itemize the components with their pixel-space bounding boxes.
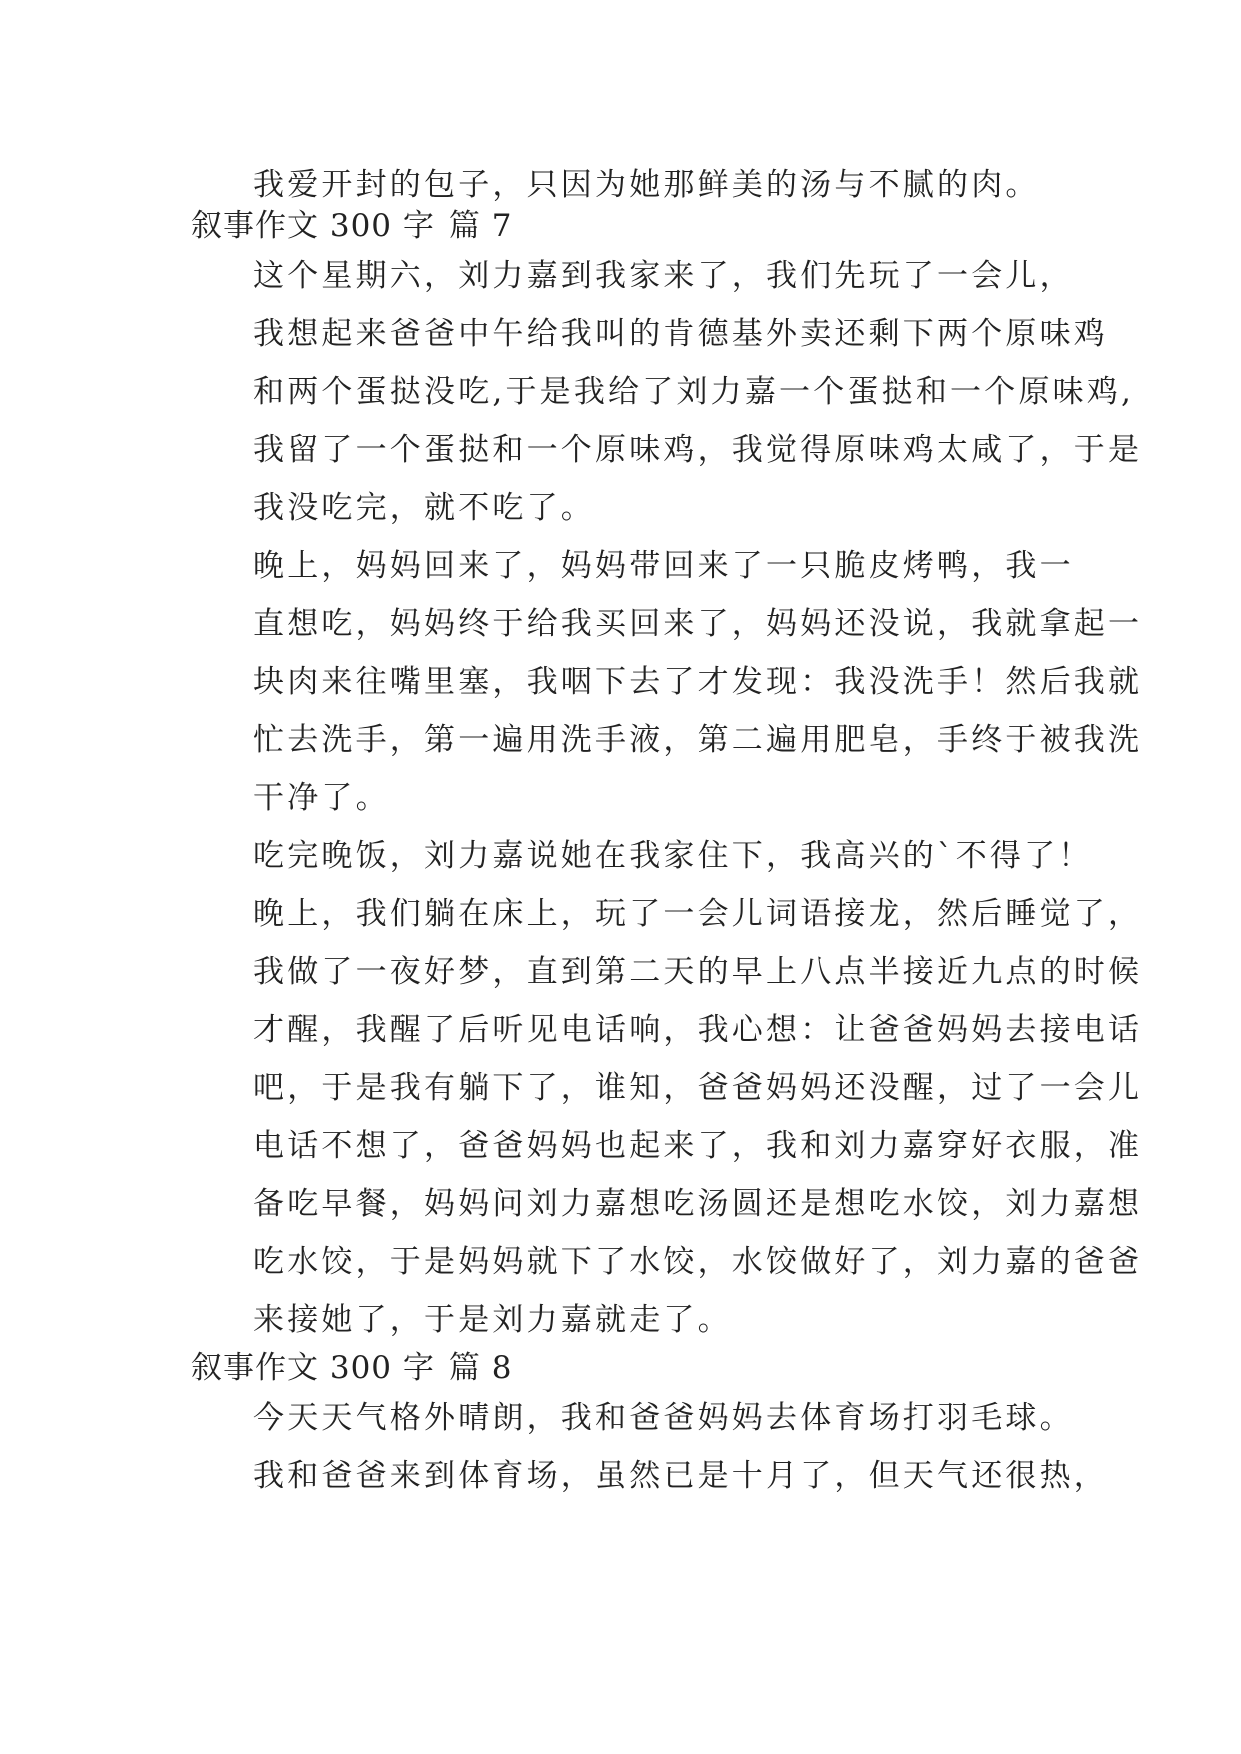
heading-title: 叙事作文 300 字	[191, 208, 435, 244]
text-line: 吃完晚饭，刘力嘉说她在我家住下，我高兴的`不得了！	[253, 838, 1093, 874]
paragraph-saturday-visit	[191, 247, 1143, 537]
text-line: 干净了。	[253, 780, 390, 816]
text-line: 块肉来往嘴里塞，我咽下去了才发现：我没洗手！然后我就	[253, 664, 1143, 700]
text-line: 我做了一夜好梦，直到第二天的早上八点半接近九点的时候	[253, 954, 1143, 990]
text-line: 我和爸爸来到体育场，虽然已是十月了，但天气还很热，	[253, 1458, 1108, 1494]
text-line: 我没吃完，就不吃了。	[253, 490, 595, 526]
section-heading-8	[191, 1348, 1051, 1388]
text-line: 忙去洗手，第一遍用洗手液，第二遍用肥皂，手终于被我洗	[253, 722, 1143, 758]
text-line: 今天天气格外晴朗，我和爸爸妈妈去体育场打羽毛球。	[253, 1400, 1074, 1436]
text-line: 才醒，我醒了后听见电话响，我心想：让爸爸妈妈去接电话	[253, 1012, 1143, 1048]
text-line: 备吃早餐，妈妈问刘力嘉想吃汤圆还是想吃水饺，刘力嘉想	[253, 1186, 1143, 1222]
heading-section-number: 篇 8	[448, 1350, 513, 1386]
text-line: 吃水饺，于是妈妈就下了水饺，水饺做好了，刘力嘉的爸爸	[253, 1244, 1143, 1280]
text-line: 晚上，我们躺在床上，玩了一会儿词语接龙，然后睡觉了，	[253, 896, 1143, 932]
paragraph-roast-duck	[191, 537, 1143, 827]
text-line: 来接她了，于是刘力嘉就走了。	[253, 1302, 732, 1338]
heading-section-number: 篇 7	[448, 208, 513, 244]
paragraph-sunny-day	[191, 1389, 1074, 1447]
text-line: 我想起来爸爸中午给我叫的肯德基外卖还剩下两个原味鸡	[253, 316, 1108, 352]
text-line: 电话不想了，爸爸妈妈也起来了，我和刘力嘉穿好衣服，准	[253, 1128, 1143, 1164]
text-line: 吧，于是我有躺下了，谁知，爸爸妈妈还没醒，过了一会儿	[253, 1070, 1143, 1106]
section-heading-7	[191, 206, 1051, 246]
paragraph-stadium	[191, 1447, 1108, 1505]
text-line: 直想吃，妈妈终于给我买回来了，妈妈还没说，我就拿起一	[253, 606, 1143, 642]
text-line: 晚上，妈妈回来了，妈妈带回来了一只脆皮烤鸭，我一	[253, 548, 1074, 584]
text-line: 我爱开封的包子，只因为她那鲜美的汤与不腻的肉。	[253, 167, 1040, 203]
text-line: 这个星期六，刘力嘉到我家来了，我们先玩了一会儿，	[253, 258, 1074, 294]
text-line: 和两个蛋挞没吃,于是我给了刘力嘉一个蛋挞和一个原味鸡,	[253, 374, 1135, 410]
heading-title: 叙事作文 300 字	[191, 1350, 435, 1386]
paragraph-sleepover	[191, 827, 1143, 1349]
text-line: 我留了一个蛋挞和一个原味鸡，我觉得原味鸡太咸了，于是	[253, 432, 1143, 468]
